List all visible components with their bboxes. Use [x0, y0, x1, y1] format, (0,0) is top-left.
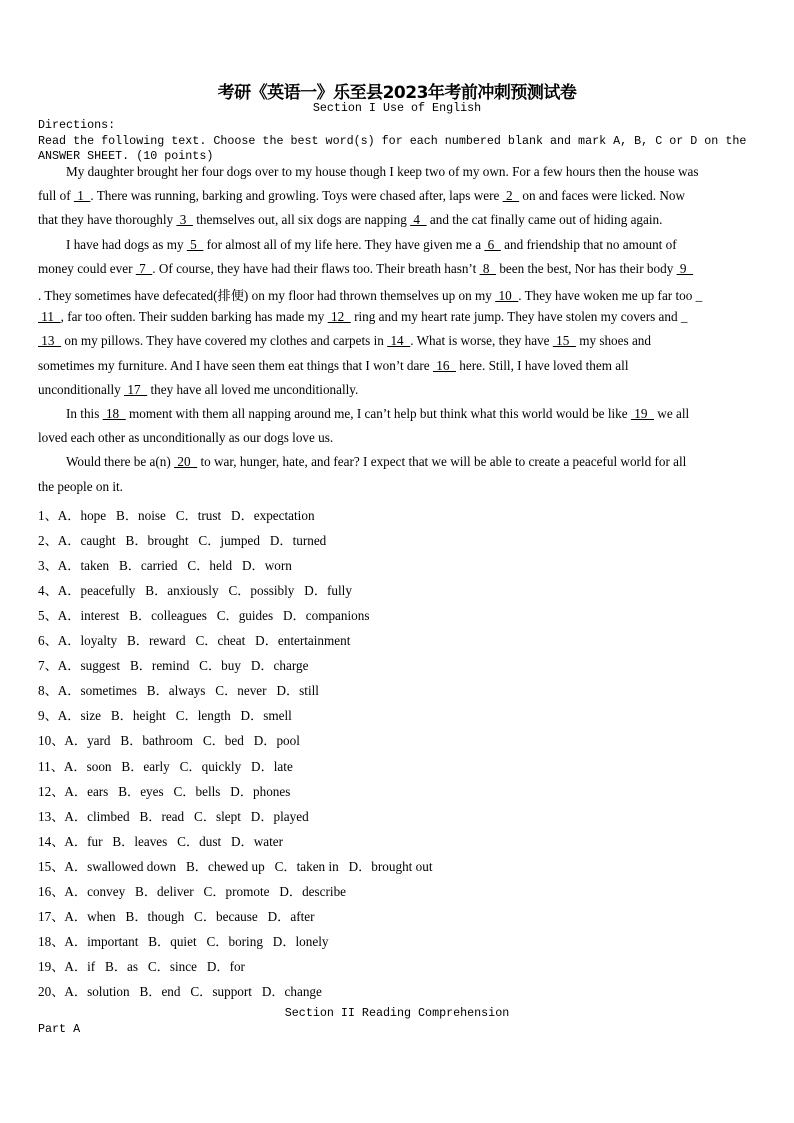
numbered-blank: 12 — [327, 309, 351, 325]
part-heading: Part A — [38, 1022, 81, 1036]
passage-text: My daughter brought her four dogs over to my house though I keep two of my own. For a few hours then the house was — [66, 164, 699, 179]
numbered-blank: 11 — [38, 309, 61, 325]
passage-text: ring and my heart rate jump. They have stolen my covers and _ — [350, 309, 688, 325]
directions-text: ANSWER SHEET. (10 points) — [38, 149, 214, 163]
directions-text: Read the following text. Choose the best word(s) for each numbered blank and mark A, B, C or D on the — [38, 134, 747, 148]
passage-text: that they have thoroughly — [38, 212, 177, 228]
passage-line — [38, 261, 693, 277]
passage-text: Would there be a(n) — [66, 454, 175, 470]
passage-line — [66, 164, 699, 180]
passage-line — [38, 358, 629, 374]
passage-text: unconditionally — [38, 381, 125, 397]
passage-line — [38, 430, 333, 446]
question-options: 16、A．convey B．deliver C．promote D．describe — [38, 883, 347, 899]
numbered-blank: 2 — [502, 188, 520, 204]
question-options: 12、A．ears B．eyes C．bells D．phones — [38, 783, 291, 799]
passage-line — [38, 285, 702, 304]
passage-text: . They sometimes have defecated(排便) on my floor had thrown themselves up on my — [38, 288, 496, 303]
numbered-blank: 13 — [38, 333, 62, 349]
question-options: 3、A．taken B．carried C．held D．worn — [38, 558, 292, 574]
passage-line — [38, 309, 687, 325]
passage-text: the people on it. — [38, 478, 123, 494]
passage-text: we all — [654, 406, 690, 421]
passage-line — [38, 382, 358, 398]
numbered-blank: 9 — [676, 260, 694, 276]
numbered-blank: 16 — [432, 357, 456, 373]
numbered-blank: 1 — [73, 188, 91, 204]
passage-line — [38, 333, 651, 349]
passage-line — [66, 237, 677, 253]
passage-line — [38, 479, 123, 495]
passage-line — [38, 188, 685, 204]
numbered-blank: 10 — [495, 288, 519, 303]
numbered-blank: 15 — [552, 333, 576, 349]
question-options: 9、A．size B．height C．length D．smell — [38, 708, 292, 724]
question-options: 6、A．loyalty B．reward C．cheat D．entertainment — [38, 633, 351, 649]
passage-text: moment with them all napping around me, I can’t help but think what this world would be like — [125, 406, 631, 421]
numbered-blank: 7 — [135, 260, 153, 276]
passage-text: money could ever — [38, 260, 136, 276]
passage-text: and friendship that no amount of — [500, 236, 677, 252]
passage-text: for almost all of my life here. They have given me a — [203, 236, 485, 252]
passage-line — [66, 406, 689, 422]
question-options: 10、A．yard B．bathroom C．bed D．pool — [38, 733, 300, 749]
passage-text: sometimes my furniture. And I have seen them eat things that I won’t dare — [38, 357, 433, 373]
question-options: 5、A．interest B．colleagues C．guides D．companions — [38, 608, 370, 624]
section-heading: Section I Use of English — [312, 101, 482, 115]
question-options: 19、A．if B．as C．since D．for — [38, 958, 245, 974]
passage-line — [66, 454, 686, 470]
passage-text: and the cat finally came out of hiding again. — [426, 212, 663, 228]
passage-text: . What is worse, they have — [410, 333, 553, 349]
passage-text: I have had dogs as my — [66, 236, 187, 252]
passage-text: on my pillows. They have covered my clothes and carpets in — [61, 333, 388, 349]
passage-text: to war, hunger, hate, and fear? I expect that we will be able to create a peaceful world for all — [197, 454, 687, 470]
question-options: 15、A．swallowed down B．chewed up C．taken in D．brought out — [38, 858, 433, 874]
passage-text: In this — [66, 406, 103, 421]
numbered-blank: 3 — [176, 212, 193, 228]
directions-label: Directions: — [38, 118, 116, 132]
passage-text: been the best, Nor has their body — [496, 260, 677, 276]
numbered-blank: 20 — [174, 454, 198, 470]
question-options: 2、A．caught B．brought C．jumped D．turned — [38, 533, 327, 549]
numbered-blank: 17 — [124, 381, 148, 397]
passage-text: my shoes and — [575, 333, 651, 349]
passage-text: on and faces were licked. Now — [519, 188, 685, 204]
question-options: 14、A．fur B．leaves C．dust D．water — [38, 833, 284, 849]
passage-text: they have all loved me unconditionally. — [147, 381, 359, 397]
passage-text: , far too often. Their sudden barking has made my — [60, 309, 328, 325]
numbered-blank: 5 — [186, 236, 204, 252]
question-options: 20、A．solution B．end C．support D．change — [38, 983, 322, 999]
numbered-blank: 8 — [479, 260, 497, 276]
passage-text: loved each other as unconditionally as our dogs love us. — [38, 430, 334, 446]
question-options: 4、A．peacefully B．anxiously C．possibly D．fully — [38, 583, 352, 599]
question-options: 11、A．soon B．early C．quickly D．late — [38, 758, 293, 774]
passage-text: themselves out, all six dogs are napping — [192, 212, 411, 228]
passage-text: . Of course, they have had their flaws too. Their breath hasn’t — [152, 260, 480, 276]
section-heading: Section II Reading Comprehension — [284, 1006, 510, 1020]
question-options: 17、A．when B．though C．because D．after — [38, 908, 315, 924]
question-options: 18、A．important B．quiet C．boring D．lonely — [38, 933, 329, 949]
question-options: 1、A．hope B．noise C．trust D．expectation — [38, 508, 315, 523]
numbered-blank: 18 — [102, 406, 126, 421]
numbered-blank: 19 — [630, 406, 654, 421]
page-title: 考研《英语一》乐至县2023年考前冲刺预测试卷 — [217, 83, 577, 103]
question-options: 7、A．suggest B．remind C．buy D．charge — [38, 658, 309, 674]
passage-text: full of — [38, 188, 74, 204]
question-options: 13、A．climbed B．read C．slept D．played — [38, 808, 309, 824]
numbered-blank: 14 — [387, 333, 411, 349]
question-options: 8、A．sometimes B．always C．never D．still — [38, 683, 319, 699]
passage-text: . There was running, barking and growling. Toys were chased after, laps were — [90, 188, 503, 204]
passage-line — [38, 212, 662, 228]
numbered-blank: 6 — [484, 236, 501, 252]
passage-text: here. Still, I have loved them all — [456, 357, 629, 373]
passage-text: . They have woken me up far too _ — [518, 288, 703, 303]
numbered-blank: 4 — [410, 212, 427, 228]
